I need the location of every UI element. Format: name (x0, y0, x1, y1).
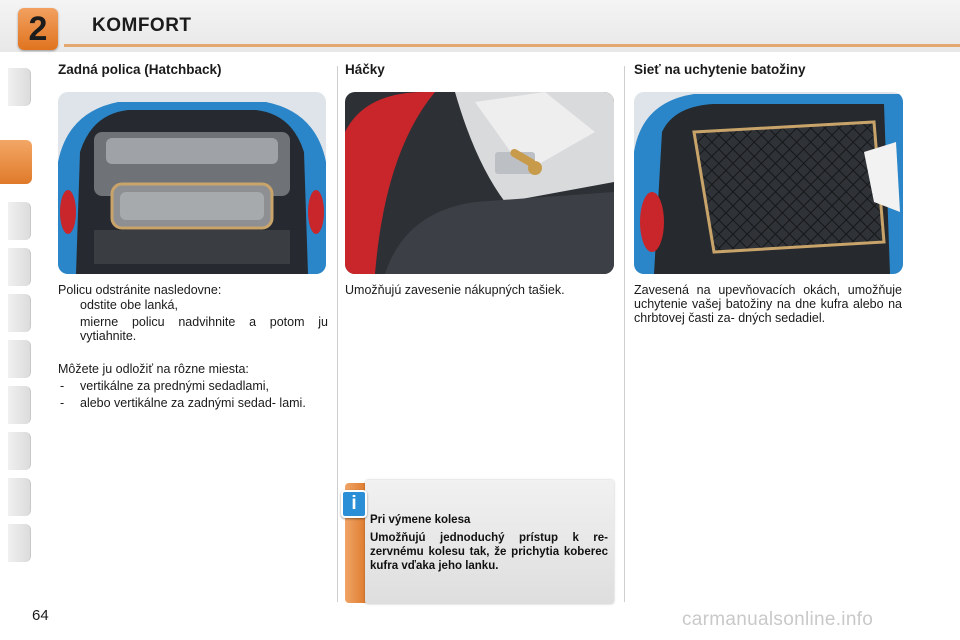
hooks-photo (345, 92, 614, 274)
section-title: KOMFORT (92, 15, 192, 36)
rear-shelf-step: mierne policu nadvihnite a potom ju vytiahnite. (80, 315, 328, 343)
info-box-text: Umožňujú jednoduchý prístup k re- zervnému kolesu tak, že prichytia koberec kufra vďaka jeho lanku. (370, 532, 608, 572)
info-icon: i (341, 490, 367, 518)
header-rule (64, 44, 960, 47)
chapter-tab[interactable] (8, 524, 31, 562)
page-number: 64 (32, 607, 49, 624)
chapter-tab[interactable] (8, 340, 31, 378)
chapter-badge (18, 8, 58, 50)
rear-shelf-intro: Policu odstránite nasledovne: (58, 283, 222, 297)
chapter-tab-active[interactable] (0, 140, 32, 184)
chapter-tab[interactable] (8, 68, 31, 106)
column-title-hooks: Háčky (345, 62, 385, 77)
watermark: carmanualsonline.info (682, 609, 874, 630)
column-divider (624, 66, 625, 602)
option-marker: - (60, 379, 65, 393)
luggage-net-photo (634, 92, 903, 274)
rear-shelf-option: vertikálne za prednými sedadlami, (80, 379, 269, 393)
column-title-rear-shelf: Zadná polica (Hatchback) (58, 62, 222, 77)
chapter-tab[interactable] (8, 386, 31, 424)
chapter-tab[interactable] (8, 248, 31, 286)
rear-shelf-photo (58, 92, 326, 274)
chapter-tab[interactable] (8, 478, 31, 516)
chapter-tab[interactable] (8, 202, 31, 240)
rear-shelf-option: alebo vertikálne za zadnými sedad- lami. (80, 396, 306, 410)
chapter-tab[interactable] (8, 432, 31, 470)
column-title-luggage-net: Sieť na uchytenie batožiny (634, 62, 806, 77)
option-marker: - (60, 396, 65, 410)
info-box-title: Pri výmene kolesa (370, 514, 471, 526)
chapter-tab[interactable] (8, 294, 31, 332)
chapter-tab-strip (0, 62, 32, 576)
rear-shelf-step: odstite obe lanká, (80, 298, 178, 312)
rear-shelf-storage-intro: Môžete ju odložiť na rôzne miesta: (58, 362, 249, 376)
column-divider (337, 66, 338, 602)
luggage-net-description: Zavesená na upevňovacích okách, umožňuje uchytenie vašej batožiny na dne kufra alebo na chrbtovej časti za- dných sedadiel. (634, 283, 902, 325)
hooks-description: Umožňujú zavesenie nákupných tašiek. (345, 283, 565, 297)
chapter-number: 2 (28, 10, 48, 48)
